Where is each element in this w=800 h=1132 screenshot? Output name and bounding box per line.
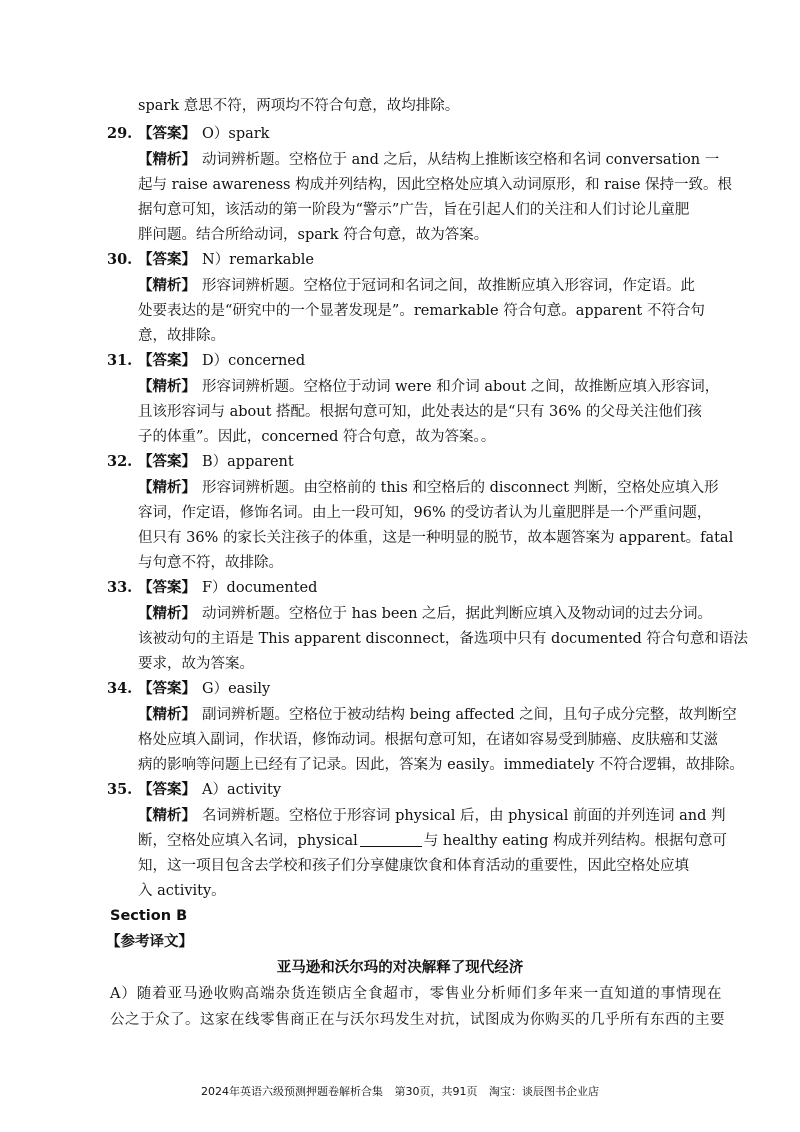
item-number: 34. <box>107 680 133 697</box>
answer-row <box>138 250 314 270</box>
analysis-line: 形容词辨析题。空格位于动词 were 和介词 about 之间，故推断应填入形容词， <box>202 379 720 395</box>
analysis-label: 【精析】 <box>138 479 196 496</box>
analysis-line: 该被动句的主语是 This apparent disconnect，备选项中只有 documented 符合句意和语法 <box>138 631 748 647</box>
analysis-line: 病的影响等问题上已经有了记录。因此，答案为 easily。immediately 不符合逻辑，故排除。 <box>138 757 744 773</box>
answer-row <box>138 351 305 371</box>
analysis-line: 知，这一项目包含去学校和孩子们分享健康饮食和体育活动的重要性，因此空格处应填 <box>138 858 689 874</box>
analysis-line-with-blank <box>138 831 727 851</box>
analysis-label: 【精析】 <box>138 706 196 723</box>
answer-label: 【答案】 <box>138 781 196 798</box>
analysis-line-tail: 与 healthy eating 构成并列结构。根据句意可 <box>423 833 727 849</box>
analysis-row <box>138 604 712 624</box>
answer-label: 【答案】 <box>138 453 196 470</box>
analysis-row <box>138 705 737 725</box>
answer-row <box>138 452 294 472</box>
answer-value: D）concerned <box>202 353 306 369</box>
analysis-line: 形容词辨析题。空格位于冠词和名词之间，故推断应填入形容词，作定语。此 <box>202 278 695 294</box>
analysis-line: 入 activity。 <box>138 883 226 899</box>
analysis-line: 断，空格处应填入名词，physical <box>138 833 358 849</box>
answer-label: 【答案】 <box>138 352 196 369</box>
analysis-line: 形容词辨析题。由空格前的 this 和空格后的 disconnect 判断，空格处应填入形 <box>202 480 719 496</box>
item-number: 35. <box>107 781 133 798</box>
analysis-label: 【精析】 <box>138 807 196 824</box>
analysis-label: 【精析】 <box>138 277 196 294</box>
analysis-line: 子的体重”。因此，concerned 符合句意，故为答案。。 <box>138 429 496 445</box>
answer-label: 【答案】 <box>138 125 196 142</box>
analysis-line: 动词辨析题。空格位于 and 之后，从结构上推断该空格和名词 conversation 一 <box>202 152 720 168</box>
page-footer: 2024年英语六级预测押题卷解析合集 第30页，共91页 淘宝：谈辰图书企业店 <box>201 1085 599 1098</box>
analysis-line: 格处应填入副词，作状语，修饰动词。根据句意可知，在诸如容易受到肺癌、皮肤癌和艾滋 <box>138 732 718 748</box>
analysis-line: 容词，作定语，修饰名词。由上一段可知，96% 的受访者认为儿童肥胖是一个严重问题， <box>138 505 712 521</box>
analysis-line: 要求，故为答案。 <box>138 656 254 672</box>
lead-line: spark 意思不符，两项均不符合句意，故均排除。 <box>138 98 460 114</box>
answer-label: 【答案】 <box>138 251 196 268</box>
answer-blank <box>360 832 422 847</box>
analysis-row <box>138 150 719 170</box>
analysis-line: 处要表达的是“研究中的一个显著发现是”。remarkable 符合句意。apparent 不符合句 <box>138 303 705 319</box>
answer-row <box>138 679 270 699</box>
item-number: 30. <box>107 251 133 268</box>
item-number: 29. <box>107 125 133 142</box>
analysis-line: 且该形容词与 about 搭配。根据句意可知，此处表达的是“只有 36% 的父母关注他们孩 <box>138 404 702 420</box>
analysis-line: 名词辨析题。空格位于形容词 physical 后，由 physical 前面的并列连词 and 判 <box>202 808 726 824</box>
analysis-label: 【精析】 <box>138 605 196 622</box>
translation-line: A）随着亚马逊收购高端杂货连锁店全食超市，零售业分析师们多年来一直知道的事情现在 <box>110 986 722 1002</box>
analysis-label: 【精析】 <box>138 378 196 395</box>
analysis-line: 胖问题。结合所给动词，spark 符合句意，故为答案。 <box>138 227 489 243</box>
translation-line: 公之于众了。这家在线零售商正在与沃尔玛发生对抗，试图成为你购买的几乎所有东西的主要 <box>110 1012 725 1028</box>
analysis-line: 副词辨析题。空格位于被动结构 being affected 之间，且句子成分完整，故判断空 <box>202 707 737 723</box>
analysis-line: 意，故排除。 <box>138 328 225 344</box>
analysis-row <box>138 806 726 826</box>
analysis-row <box>138 276 695 296</box>
answer-value: G）easily <box>202 681 271 697</box>
analysis-line: 动词辨析题。空格位于 has been 之后，据此判断应填入及物动词的过去分词。 <box>202 606 713 622</box>
answer-label: 【答案】 <box>138 579 196 596</box>
analysis-label: 【精析】 <box>138 151 196 168</box>
answer-value: O）spark <box>202 126 270 142</box>
answer-value: B）apparent <box>202 454 294 470</box>
analysis-line: 起与 raise awareness 构成并列结构，因此空格处应填入动词原形，和 raise 保持一致。根 <box>138 177 733 193</box>
answer-value: N）remarkable <box>202 252 314 268</box>
analysis-line: 但只有 36% 的家长关注孩子的体重，这是一种明显的脱节，故本题答案为 apparent。fatal <box>138 530 734 546</box>
answer-row <box>138 578 317 598</box>
analysis-line: 与句意不符，故排除。 <box>138 555 283 571</box>
analysis-row <box>138 478 719 498</box>
section-heading: Section B <box>110 908 188 924</box>
answer-row <box>138 124 269 144</box>
item-number: 32. <box>107 453 133 470</box>
analysis-line: 据句意可知，该活动的第一阶段为“警示”广告，旨在引起人们的关注和人们讨论儿童肥 <box>138 202 690 218</box>
item-number: 33. <box>107 579 133 596</box>
translation-label: 【参考译文】 <box>106 934 193 950</box>
answer-value: F）documented <box>202 580 318 596</box>
answer-label: 【答案】 <box>138 680 196 697</box>
translation-title: 亚马逊和沃尔玛的对决解释了现代经济 <box>276 960 524 976</box>
answer-value: A）activity <box>202 782 282 798</box>
item-number: 31. <box>107 352 133 369</box>
analysis-row <box>138 377 719 397</box>
answer-row <box>138 780 281 800</box>
